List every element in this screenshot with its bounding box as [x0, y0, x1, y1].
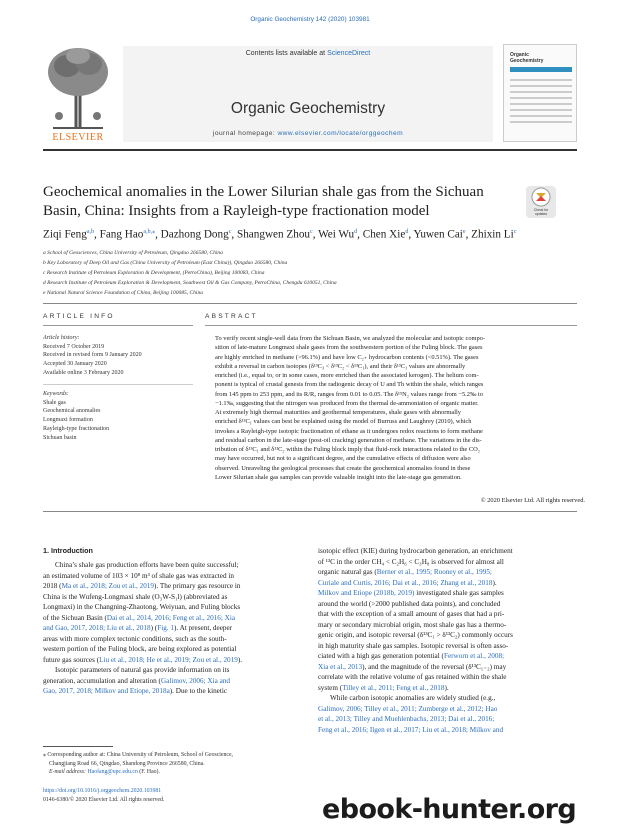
- body-text-line: [318, 651, 583, 662]
- cover-lines: [510, 79, 572, 127]
- sciencedirect-link[interactable]: ScienceDirect: [327, 50, 371, 57]
- citation-link[interactable]: and Gao, 2017, 2018; Liu et al., 2018: [43, 624, 151, 632]
- body-text: genic origin, and isotopic reversal (δ¹³C₁ > δ¹³C₂) commonly occurs: [318, 631, 513, 639]
- affiliation-c: c Research Institute of Petroleum Exploration & Development, (PetroChina), Beijing 100083, China: [43, 270, 265, 276]
- cover-stripe: [510, 67, 572, 72]
- abstract-line: and residual carbon in the late-stage (post-oil cracking) generation of methane. The variations in the dis-: [215, 436, 482, 444]
- homepage-link[interactable]: www.elsevier.com/locate/orggeochem: [277, 130, 404, 137]
- body-text-line: [318, 546, 583, 557]
- history-online: Available online 3 February 2020: [43, 369, 124, 376]
- author-name[interactable]: Yuwen Cai: [413, 228, 463, 241]
- abstract-line: −1.1‰, suggesting that the nitrogen was produced from the thermal de-ammoniation of organic matter.: [215, 399, 479, 407]
- affiliation-e: e National Natural Science Foundation of China, Beijing 100085, China: [43, 290, 203, 296]
- body-text: an estimated volume of 103 × 10⁸ m³ of shale gas was extracted in: [43, 571, 234, 580]
- history-accepted: Accepted 30 January 2020: [43, 361, 107, 368]
- citation-link[interactable]: Milkov and Etiope (2018b, 2019): [318, 589, 415, 597]
- footnote-rule: [43, 746, 113, 747]
- body-text-line: [43, 665, 303, 676]
- keyword-item: Geochemical anomalies: [43, 408, 101, 415]
- abstract-line: from 145 ppm to 253 ppm, and its R/Rₐ ranges from 0.01 to 0.05. The δ¹⁵N₂ values range from −5.2‰ to: [215, 390, 483, 398]
- body-text-line: [318, 609, 583, 620]
- body-text-line: [43, 655, 303, 666]
- author-affiliation-marker[interactable]: c: [513, 229, 517, 235]
- keyword-item: Longmaxi formation: [43, 417, 93, 424]
- history-received: Received 7 October 2019: [43, 343, 105, 350]
- affiliation-d: d Research Institute of Petroleum Exploration & Development, Southwest Oil & Gas Company, PetroChina, Chengdu 610051, China: [43, 280, 337, 286]
- abstract-line: tribution of δ¹³C₁ and δ¹³C₂ within the Fuling block imply that fluid-rock interactions related to the CO₂: [215, 446, 480, 453]
- author-affiliation-marker[interactable]: c: [228, 229, 232, 235]
- body-text-line: [43, 560, 303, 571]
- check-for-updates-line-2: updates: [534, 212, 548, 216]
- keyword-item: Shale gas: [43, 399, 66, 406]
- citation-link[interactable]: Curiale and Curtis, 2016; Dai et al., 2016; Zhang et al., 2018: [318, 578, 493, 587]
- abstract-line: Lower Silurian shale gas samples can provide valuable insight into the late-stage gas generation.: [215, 473, 462, 481]
- citation-link[interactable]: Gao, 2017, 2018; Milkov and Etiope, 2018a: [43, 687, 170, 695]
- body-text-line: [43, 613, 303, 624]
- body-text: 2018 (: [43, 582, 62, 590]
- affiliation-a: a School of Geosciences, China University of Petroleum, Qingdao 266580, China: [43, 250, 223, 256]
- citation-link[interactable]: Ma et al., 2018; Zou et al., 2019: [61, 582, 154, 590]
- body-text: China is the Wufeng-Longmaxi shale (O₃W-S₁l) (abbreviated as: [43, 592, 228, 601]
- abstract-line: observed. Unraveling the geological processes that create the geochemical anomalies found in these: [215, 464, 471, 472]
- body-text-line: [318, 714, 583, 725]
- abstract-line: To verify recent single-well data from the Sichuan Basin, we analyzed the molecular and isotopic compo-: [215, 335, 485, 342]
- masthead-rule: [43, 149, 577, 151]
- abstract-copyright: © 2020 Elsevier Ltd. All rights reserved.: [480, 497, 585, 504]
- body-text-line: [318, 578, 583, 589]
- body-text-line: [318, 704, 583, 715]
- issn-copyright: 0146-6380/© 2020 Elsevier Ltd. All rights reserved.: [43, 796, 165, 803]
- author-name[interactable]: Shangwen Zhou: [236, 228, 311, 241]
- watermark: [290, 796, 620, 827]
- doi-link[interactable]: https://doi.org/10.1016/j.orggeochem.2020.103981: [43, 788, 162, 794]
- introduction-left-column: [43, 560, 303, 697]
- abstract-line: enriched (i.e., equal to, or in some cases, more enriched than the associated kerogen). The helium com-: [215, 372, 479, 379]
- author-separator: ,: [155, 228, 161, 241]
- citation-link[interactable]: Tilley et al., 2011; Feng et al., 2018: [342, 683, 445, 692]
- abstract-line: are highly enriched in methane (>96.1%) and have low C₂₊ hydrocarbon contents (<0.51%). The gases: [215, 353, 479, 361]
- body-text: correlate with the relative volume of gas retained within the shale: [318, 673, 507, 681]
- abstract-line: sition of late-mature Longmaxi shale gases from the southwestern portion of the Fuling block. The gases: [215, 344, 483, 352]
- body-text: generation, accumulation and alteration (: [43, 676, 161, 685]
- author-name[interactable]: Chen Xie: [362, 228, 406, 241]
- author-separator: ,: [465, 228, 472, 241]
- masthead-band: [123, 46, 493, 142]
- body-text: China’s shale gas production efforts have been quite successful;: [55, 561, 239, 569]
- body-text: ). The primary gas resource in: [154, 582, 241, 590]
- author-name[interactable]: Dazhong Dong: [160, 228, 229, 241]
- body-text-line: [43, 602, 303, 613]
- journal-cover-thumbnail[interactable]: [503, 44, 577, 142]
- cover-title-line-1: Organic: [510, 52, 529, 58]
- body-text-line: [318, 641, 583, 652]
- doi-block: [43, 787, 303, 804]
- history-revised: Received in revised form 9 January 2020: [43, 352, 142, 359]
- body-text: organic natural gas (: [318, 568, 377, 576]
- keyword-list: [43, 390, 193, 442]
- body-text: areas with more complex tectonic conditions, such as the south-: [43, 634, 227, 643]
- body-text-line: [318, 567, 583, 578]
- body-text: isotopic effect (KIE) during hydrocarbon generation, an enrichment: [318, 547, 513, 555]
- author-affiliation-marker[interactable]: e: [462, 229, 466, 235]
- article-title: [43, 183, 503, 220]
- citation-link[interactable]: Xia et al., 2013: [318, 662, 363, 671]
- keywords-rule: [43, 384, 193, 385]
- citation-link[interactable]: Liu et al., 2018; He et al., 2019; Zou et al., 2019: [99, 655, 238, 664]
- body-text: that with the exception of a small amount of gases that had a pri-: [318, 610, 505, 618]
- article-title-line-2: Basin, China: Insights from a Rayleigh-type fractionation model: [43, 202, 430, 219]
- citation-link[interactable]: Galimov, 2006; Xia and: [160, 676, 230, 685]
- introduction-heading: 1. Introduction: [43, 546, 93, 555]
- abstract-line: enriched δ¹³C₁ values can best be explained using the model of Burruss and Laughrey (2010), which: [215, 418, 472, 426]
- body-text: ). At present, deeper: [173, 624, 233, 632]
- citation-link[interactable]: et al., 2013; Tilley and Muehlenbachs, 2013; Dai et al., 2016;: [318, 715, 495, 723]
- affiliation-b: b Key Laboratory of Deep Oil and Gas (China University of Petroleum (East China)), Qingdao 266580, China: [43, 260, 288, 266]
- affiliation-rule: [43, 303, 577, 304]
- body-text: Longmaxi) in the Changning-Zhaotong, Weiyuan, and Fuling blocks: [43, 603, 241, 611]
- watermark-text: ebook-hunter.org: [322, 794, 577, 825]
- body-text-line: [43, 581, 303, 592]
- keyword-item: Sichuan basin: [43, 434, 77, 441]
- body-text-line: [318, 662, 583, 673]
- author-separator: ,: [231, 228, 237, 241]
- elsevier-wordmark: ELSEVIER: [52, 132, 104, 143]
- journal-title[interactable]: Organic Geochemistry: [230, 100, 386, 117]
- author-separator: ,: [312, 228, 319, 241]
- body-text-line: [318, 588, 583, 599]
- citation-link[interactable]: Dai et al., 2014, 2016; Feng et al., 2016; Xia: [106, 613, 236, 622]
- body-text-line: [318, 630, 583, 641]
- body-text-line: [318, 599, 583, 610]
- abstract-line: ponent is typical of crustal genesis from the radiogenic decay of U and Th within the shale, which ranges: [215, 381, 484, 389]
- body-text: ), and the magnitude of the reversal (δ¹³C₁₋₂) may: [362, 662, 507, 671]
- keyword-item: Rayleigh-type fractionation: [43, 425, 110, 432]
- body-text-line: [318, 725, 583, 736]
- body-text-line: [43, 623, 303, 634]
- body-text-line: [318, 672, 583, 683]
- crossmark-icon: [526, 186, 556, 208]
- body-text: ).: [444, 683, 449, 692]
- keywords-heading: Keywords:: [43, 391, 69, 397]
- author-affiliation-marker[interactable]: a,b: [86, 229, 94, 235]
- abstract-rule: [205, 325, 577, 326]
- abstract-bottom-rule: [43, 511, 577, 512]
- email-line: [43, 768, 303, 777]
- body-text: ).: [237, 655, 243, 664]
- body-text: of ¹³C in the order CH₄ < C₂H₆ < C₃H₈ is observed for almost all: [318, 557, 504, 566]
- citation-link[interactable]: Feng et al., 2016; Ilgen et al., 2017; Liu et al., 2018; Milkov and: [318, 725, 504, 734]
- tree-icon: [43, 44, 113, 130]
- body-text: ). Due to the kinetic: [169, 687, 228, 695]
- abstract-heading: ABSTRACT: [205, 313, 258, 320]
- corresponding-author-line-2: Changjiang Road 66, Qingdao, Shandong Province 266580, China.: [49, 760, 205, 767]
- email-suffix: (F. Hao).: [137, 769, 160, 775]
- citation-link[interactable]: Berner et al., 1995; Rooney et al., 1995;: [376, 568, 492, 576]
- elsevier-logo[interactable]: [43, 44, 113, 143]
- body-text-line: [318, 693, 583, 704]
- cover-title: [510, 53, 543, 64]
- body-text: western portion of the Fuling block, are being explored as potential: [43, 645, 237, 653]
- check-for-updates-line-1: Check for: [533, 208, 549, 212]
- author-name[interactable]: Ziqi Feng: [43, 228, 87, 241]
- body-text-line: [43, 644, 303, 655]
- article-title-line-1: Geochemical anomalies in the Lower Silurian shale gas from the Sichuan: [43, 184, 484, 200]
- body-text: While carbon isotopic anomalies are widely studied (e.g.,: [330, 694, 496, 702]
- body-text-line: [318, 683, 583, 694]
- body-text-line: [43, 686, 303, 697]
- citation-link[interactable]: Ferworn et al., 2008;: [443, 652, 505, 660]
- author-name[interactable]: Fang Hao: [99, 228, 144, 241]
- abstract-text: [215, 334, 585, 482]
- check-for-updates-label: [525, 208, 557, 216]
- corresponding-author-footnote: [43, 751, 303, 777]
- introduction-right-column: [318, 546, 583, 735]
- author-name[interactable]: Wei Wu: [318, 228, 355, 241]
- author-separator: ,: [408, 228, 414, 241]
- abstract-line: may have occurred, but not to a significant degree, and the cumulative effects of diffusion were also: [215, 455, 471, 463]
- body-text-line: [318, 557, 583, 568]
- journal-masthead: [43, 44, 577, 148]
- body-text-line: [318, 620, 583, 631]
- author-affiliation-marker[interactable]: d: [354, 229, 358, 235]
- affiliation-list: [43, 248, 577, 298]
- author-list: [43, 228, 577, 241]
- abstract-line: invokes a Rayleigh-type isotopic fractionation of ethane as it undergoes redox reactions to form methane: [215, 427, 483, 435]
- body-text-line: [43, 571, 303, 582]
- body-text: mary or secondary microbial origin, most shale gas has a thermo-: [318, 620, 507, 629]
- body-text-line: [43, 676, 303, 687]
- body-text: Isotopic parameters of natural gas provide information on its: [55, 666, 230, 674]
- body-text: of the Sichuan Basin (: [43, 613, 107, 622]
- body-text: ).: [492, 578, 497, 587]
- journal-reference[interactable]: Organic Geochemistry 142 (2020) 103981: [250, 16, 370, 23]
- body-text: ciated with a high gas generation potential (: [318, 652, 444, 660]
- email-link[interactable]: Haofang@upc.edu.cn: [87, 769, 138, 775]
- body-text-line: [43, 634, 303, 645]
- figure-link[interactable]: Fig. 1: [157, 624, 174, 632]
- author-separator: ,: [357, 228, 363, 241]
- author-name[interactable]: Zhixin Li: [471, 228, 514, 241]
- article-history-heading: Article history:: [43, 335, 80, 341]
- article-history: [43, 334, 193, 378]
- corresponding-author-line-1: ⁎ Corresponding author at: China University of Petroleum, School of Geoscience,: [43, 752, 233, 758]
- citation-link[interactable]: Galimov, 2006; Tilley et al., 2011; Zumberge et al., 2012; Hao: [318, 704, 498, 713]
- contents-prefix: Contents lists available at: [245, 50, 328, 57]
- journal-homepage: [123, 130, 493, 137]
- abstract-line: At extremely high thermal maturities and geothermal temperatures, shale gases with abnormally: [215, 409, 461, 416]
- body-text-line: [43, 592, 303, 603]
- cover-title-line-2: Geochemistry: [510, 57, 544, 64]
- body-text: system (: [318, 683, 343, 692]
- author-affiliation-marker[interactable]: a,b,⁎: [143, 229, 156, 235]
- author-affiliation-marker[interactable]: c: [310, 229, 313, 235]
- article-info-heading: ARTICLE INFO: [43, 313, 115, 320]
- body-text: in high maturity shale gas samples. Isotopic reversal is often asso-: [318, 641, 509, 650]
- author-affiliation-marker[interactable]: d: [405, 229, 409, 235]
- email-label: E-mail address:: [49, 769, 88, 775]
- body-text: future gas sources (: [43, 655, 100, 664]
- body-text: around the world (>2000 published data points), and concluded: [318, 599, 501, 608]
- contents-availability: [123, 50, 493, 57]
- body-text: ) (: [150, 624, 158, 632]
- author-separator: ,: [94, 228, 100, 241]
- homepage-prefix: journal homepage:: [212, 130, 278, 137]
- article-info-rule: [43, 325, 193, 326]
- abstract-line: exhibit a reversal in carbon isotopes (δ¹³C₃ < δ¹³C₂ < δ¹³C₁), and their δ¹³C₁ values are abnormally: [215, 362, 466, 370]
- body-text: investigated shale gas samples: [414, 589, 504, 597]
